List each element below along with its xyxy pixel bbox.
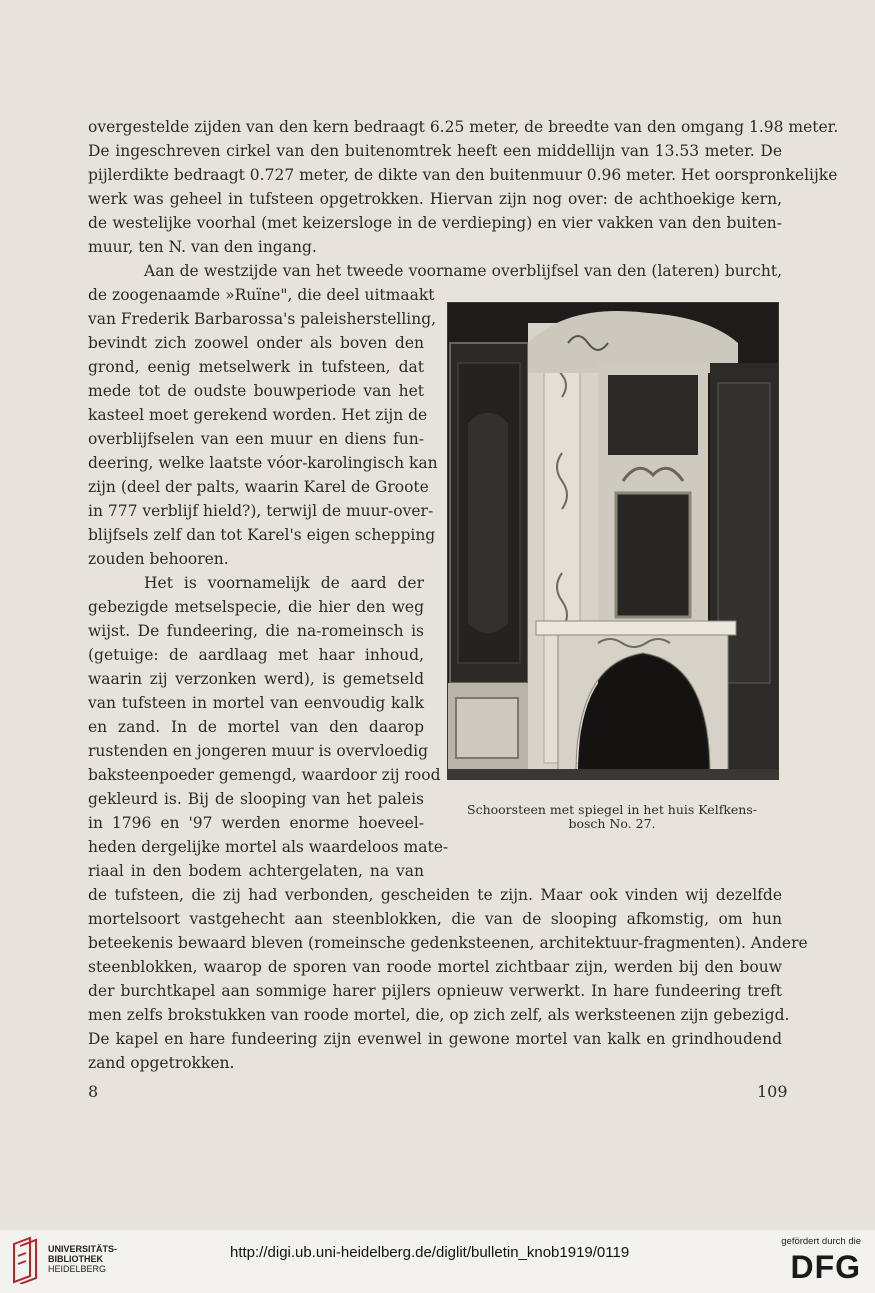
text-line: gekleurd is. Bij de slooping van het paleis [88,790,424,808]
text-line: gebezigde metselspecie, die hier den weg [88,598,424,616]
text-line: rustenden en jongeren muur is overvloedig [88,742,429,760]
page-number-left: 8 [88,1082,99,1101]
text-line: zijn (deel der palts, waarin Karel de Groote [88,478,429,496]
fireplace-illustration [448,303,778,779]
text-line: zand opgetrokken. [88,1054,235,1072]
text-line: men zelfs brokstukken van roode mortel, die, op zich zelf, als werksteenen zijn gebezigd. [88,1006,790,1024]
caption-line: bosch No. 27. [568,816,656,831]
text-line: wijst. De fundeering, die na-romeinsch is [88,622,424,640]
library-line: UNIVERSITÄTS- [48,1244,118,1254]
text-line: mortelsoort vastgehecht aan steenblokken, die van de slooping afkomstig, om hun [88,910,782,928]
text-line: en zand. In de mortel van den daarop [88,718,424,736]
text-line: blijfsels zelf dan tot Karel's eigen schepping [88,526,436,544]
text-line: Het is voornamelijk de aard der [144,574,424,592]
university-library-logo-icon [8,1236,44,1284]
text-line: overblijfselen van een muur en diens fun- [88,430,424,448]
text-line: van tufsteen in mortel van eenvoudig kalk [88,694,424,712]
text-line: De ingeschreven cirkel van den buitenomtrek heeft een middellijn van 13.53 meter. De [88,142,782,160]
figure-caption [446,803,778,831]
text-line: muur, ten N. van den ingang. [88,238,317,256]
library-line: HEIDELBERG [48,1264,107,1274]
text-line: De kapel en hare fundeering zijn evenwel in gewone mortel van kalk en grindhoudend [88,1030,782,1048]
text-line: waarin zij verzonken werd), is gemetseld [88,670,424,688]
text-line: de zoogenaamde »Ruïne", die deel uitmaakt [88,286,435,304]
text-line: pijlerdikte bedraagt 0.727 meter, de dikte van den buitenmuur 0.96 meter. Het oorspronkelijke [88,166,838,184]
text-line: heden dergelijke mortel als waardeloos mate- [88,838,449,856]
footer-bar [0,1230,875,1293]
text-line: beteekenis bewaard bleven (romeinsche gedenksteenen, architektuur-fragmenten). Andere [88,934,808,952]
text-line: in 777 verblijf hield?), terwijl de muur-over- [88,502,434,520]
text-line: bevindt zich zoowel onder als boven den [88,334,424,352]
text-line: der burchtkapel aan sommige harer pijlers opnieuw verwerkt. In hare fundeering treft [88,982,782,1000]
text-line: deering, welke laatste vóor-karolingisch kan [88,454,438,472]
text-line: zouden behooren. [88,550,229,568]
text-line: de tufsteen, die zij had verbonden, gescheiden te zijn. Maar ook vinden wij dezelfde [88,886,782,904]
library-line: BIBLIOTHEK [48,1254,103,1264]
library-name [48,1244,117,1274]
text-line: werk was geheel in tufsteen opgetrokken. Hiervan zijn nog over: de achthoekige kern, [88,190,782,208]
text-line: van Frederik Barbarossa's paleisherstelling, [88,310,437,328]
funded-by-label: gefördert durch die [781,1236,861,1247]
page-number-right: 109 [757,1082,788,1101]
text-line: steenblokken, waarop de sporen van roode mortel zichtbaar zijn, werden bij den bouw [88,958,782,976]
text-line: grond, eenig metselwerk in tufsteen, dat [88,358,424,376]
dfg-logo: DFG [790,1249,861,1285]
caption-line: Schoorsteen met spiegel in het huis Kelfkens- [467,802,757,817]
text-line: mede tot de oudste bouwperiode van het [88,382,424,400]
text-line: in 1796 en '97 werden enorme hoeveel- [88,814,424,832]
text-line: riaal in den bodem achtergelaten, na van [88,862,424,880]
text-line: (getuige: de aardlaag met haar inhoud, [88,646,424,664]
text-line: de westelijke voorhal (met keizersloge in de verdieping) en vier vakken van den buiten- [88,214,782,232]
text-line: Aan de westzijde van het tweede voorname overblijfsel van den (lateren) burcht, [144,262,782,280]
source-url-link[interactable]: http://digi.ub.uni-heidelberg.de/diglit/bulletin_knob1919/0119 [230,1244,630,1261]
text-line: overgestelde zijden van den kern bedraagt 6.25 meter, de breedte van den omgang 1.98 meter. [88,118,839,136]
text-line: baksteenpoeder gemengd, waardoor zij rood [88,766,441,784]
text-line: kasteel moet gerekend worden. Het zijn de [88,406,428,424]
fireplace-photograph [447,302,779,780]
